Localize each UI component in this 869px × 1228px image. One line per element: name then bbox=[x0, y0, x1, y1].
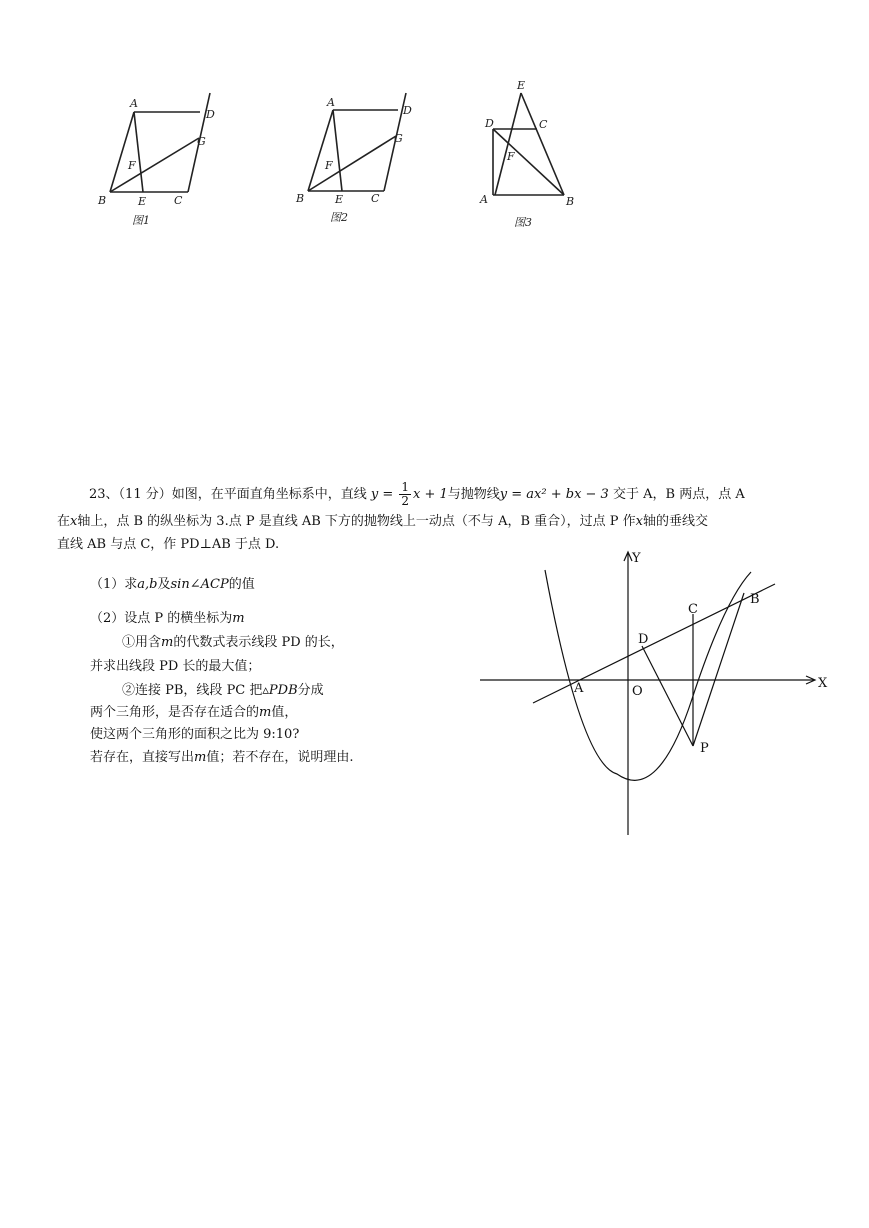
fig3-label-c: C bbox=[539, 118, 548, 131]
label-c: C bbox=[688, 602, 698, 617]
line2-var-x: x bbox=[70, 514, 78, 529]
q2ii-var-m: m bbox=[259, 705, 272, 720]
fig2-label-d: D bbox=[403, 104, 412, 117]
fig1-label-a: A bbox=[130, 97, 138, 110]
q1-text-c: 的值 bbox=[228, 577, 255, 592]
fig1-label-b: B bbox=[98, 194, 107, 207]
problem-tail-text: 交于 A，B 两点，点 A bbox=[612, 487, 745, 502]
fig3-label-f: F bbox=[507, 150, 515, 163]
fraction-numerator: 1 bbox=[401, 480, 410, 494]
q1-text-b: 及 bbox=[157, 577, 171, 592]
q2ii-text-a: ②连接 PB，线段 PC 把 bbox=[122, 683, 263, 698]
label-o: O bbox=[632, 684, 643, 699]
label-p: P bbox=[700, 741, 709, 756]
problem-mid-text: 与抛物线 bbox=[447, 487, 500, 502]
segment-pd bbox=[642, 646, 693, 746]
line-eq-rest: x + 1 bbox=[413, 487, 448, 502]
figure-2 bbox=[290, 88, 420, 236]
fig2-label-b: B bbox=[296, 192, 305, 205]
label-b: B bbox=[750, 592, 760, 607]
q1-math-sin: sin∠ACP bbox=[170, 577, 229, 592]
parabola-equation: y = ax² + bx − 3 bbox=[499, 487, 609, 502]
figure-3 bbox=[475, 75, 595, 235]
fig1-label-e: E bbox=[138, 195, 147, 208]
fig3-label-e: E bbox=[517, 79, 526, 92]
label-d: D bbox=[638, 632, 649, 647]
fig1-label-d: D bbox=[206, 108, 215, 121]
q2ii-text-g: 值；若不存在，说明理由. bbox=[206, 750, 354, 765]
q2ii-var-m2: m bbox=[194, 750, 207, 765]
q2i-text-a: ①用含 bbox=[122, 635, 162, 650]
fig3-label-b: B bbox=[566, 195, 575, 208]
fig1-caption: 图1 bbox=[132, 214, 150, 227]
question-2-part-2-line-4 bbox=[90, 745, 353, 771]
fig3-label-a: A bbox=[480, 193, 488, 206]
q2-text-a: （2）设点 P 的横坐标为 bbox=[90, 611, 233, 626]
fig3-label-d: D bbox=[485, 117, 494, 130]
fig2-label-c: C bbox=[371, 192, 380, 205]
fig2-label-g: G bbox=[394, 132, 403, 145]
label-y: Y bbox=[632, 551, 641, 566]
label-a: A bbox=[574, 681, 584, 696]
parabola bbox=[545, 570, 751, 780]
question-2-part-1-line-1 bbox=[122, 630, 344, 656]
label-x: X bbox=[818, 676, 828, 691]
q2i-var-m: m bbox=[161, 635, 174, 650]
q2ii-text-f: 若存在，直接写出 bbox=[90, 750, 195, 765]
problem-line-2 bbox=[57, 510, 817, 533]
fig2-caption: 图2 bbox=[330, 211, 348, 224]
q2ii-text-b: 分成 bbox=[297, 683, 324, 698]
q1-math-ab: a,b bbox=[137, 577, 158, 592]
segment-pb bbox=[693, 593, 744, 746]
question-2-part-1-line-2: 并求出线段 PD 长的最大值； bbox=[90, 659, 261, 674]
question-2 bbox=[90, 606, 245, 632]
problem-line-3: 直线 AB 与点 C，作 PD⊥AB 于点 D. bbox=[57, 537, 280, 552]
fraction-half bbox=[399, 481, 411, 508]
line-eq-y: y = bbox=[370, 487, 394, 502]
q2ii-text-c: 两个三角形，是否存在适合的 bbox=[90, 705, 260, 720]
fig2-label-e: E bbox=[335, 193, 344, 206]
line2-text-b: 轴上，点 B 的纵坐标为 3.点 P 是直线 AB 下方的抛物线上一动点（不与 A，B 重合），过点 P 作 bbox=[77, 514, 636, 529]
q2ii-triangle: ▵PDB bbox=[262, 683, 298, 698]
line2-text-a: 在 bbox=[57, 514, 71, 529]
q2i-text-b: 的代数式表示线段 PD 的长， bbox=[173, 635, 344, 650]
problem-line-1 bbox=[57, 481, 817, 508]
fig1-label-g: G bbox=[197, 135, 206, 148]
line2-var-x2: x bbox=[635, 514, 643, 529]
fig1-label-c: C bbox=[174, 194, 183, 207]
fig3-caption: 图3 bbox=[514, 216, 532, 229]
fraction-denominator: 2 bbox=[401, 494, 410, 508]
fig2-label-a: A bbox=[327, 96, 335, 109]
line-ab bbox=[533, 584, 775, 703]
question-1 bbox=[90, 572, 255, 598]
coordinate-graph bbox=[478, 545, 838, 840]
q1-text-a: （1）求 bbox=[90, 577, 138, 592]
problem-number: 23、（11 分）如图，在平面直角坐标系中，直线 bbox=[89, 487, 367, 502]
fig2-label-f: F bbox=[325, 159, 333, 172]
fig1-label-f: F bbox=[128, 159, 136, 172]
line2-text-c: 轴的垂线交 bbox=[643, 514, 709, 529]
figure-1 bbox=[90, 88, 220, 236]
question-2-part-2-line-3: 使这两个三角形的面积之比为 9:10? bbox=[90, 727, 300, 742]
q2ii-text-d: 值， bbox=[271, 705, 298, 720]
q2-var-m: m bbox=[232, 611, 245, 626]
